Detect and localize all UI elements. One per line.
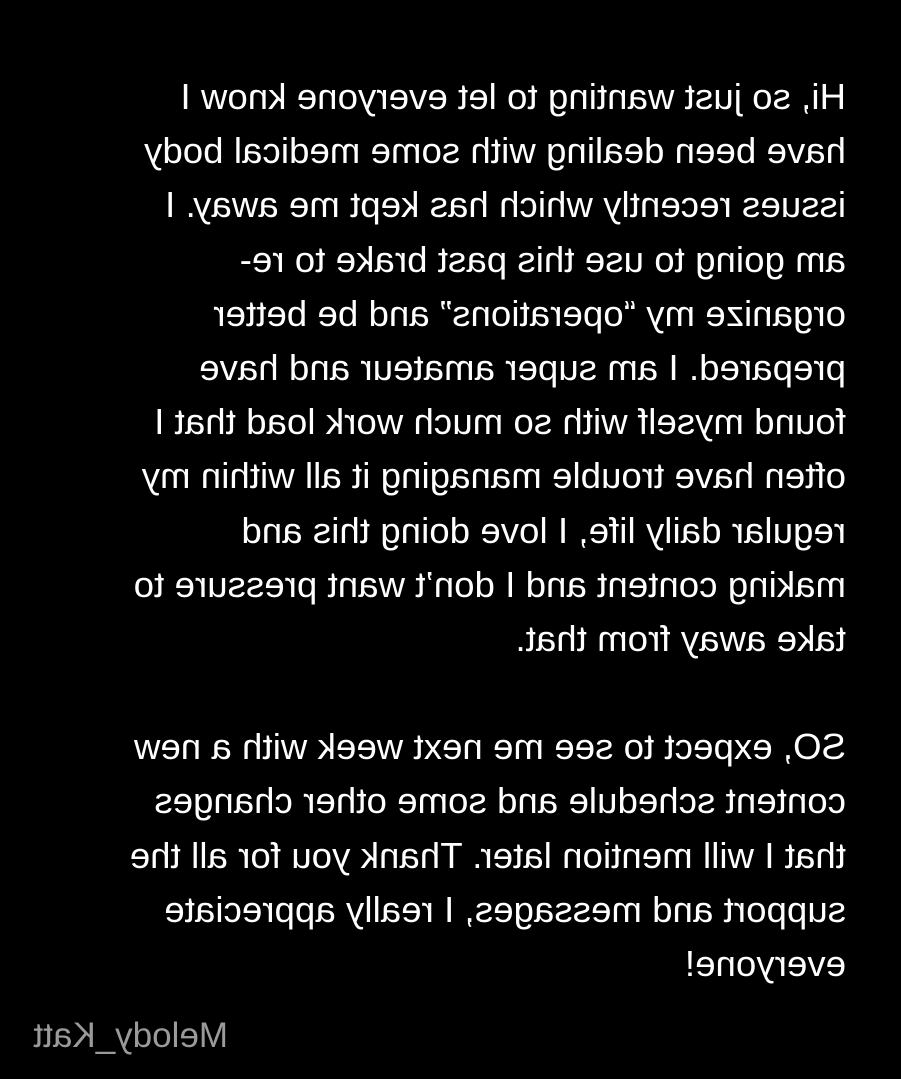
note-line: found myself with so much work load that I xyxy=(154,401,846,443)
note-line: making content and I don’t want pressure to xyxy=(133,563,846,605)
note-line: prepared. I am super amateur and have xyxy=(199,347,846,389)
note-line: have been dealing with some medical body xyxy=(144,130,846,172)
note-line: am going to use this past brake to re- xyxy=(239,238,846,280)
note-line: everyone! xyxy=(684,943,846,985)
note-line: that I will mention later. Thank you for all the xyxy=(129,834,846,876)
note-line: SO, expect to see me next week with a new xyxy=(133,726,846,768)
note-line: take away from that. xyxy=(515,618,846,660)
paragraph-gap xyxy=(46,666,846,720)
note-line: Hi, so just wanting to let everyone know I xyxy=(180,76,846,117)
note-line: organize my “operations” and be better xyxy=(213,292,846,334)
note-line: regular daily life, I love doing this and xyxy=(241,509,846,551)
note-line: issues recently which has kept me away. I xyxy=(165,184,846,226)
signature-watermark: Melody_Katt xyxy=(33,1016,228,1055)
note-line: content schedule and some other changes xyxy=(154,780,846,822)
note-line: often have trouble managing it all within my xyxy=(141,455,846,497)
note-body xyxy=(46,70,846,991)
note-line: support and messages, I really appreciate xyxy=(164,888,846,930)
